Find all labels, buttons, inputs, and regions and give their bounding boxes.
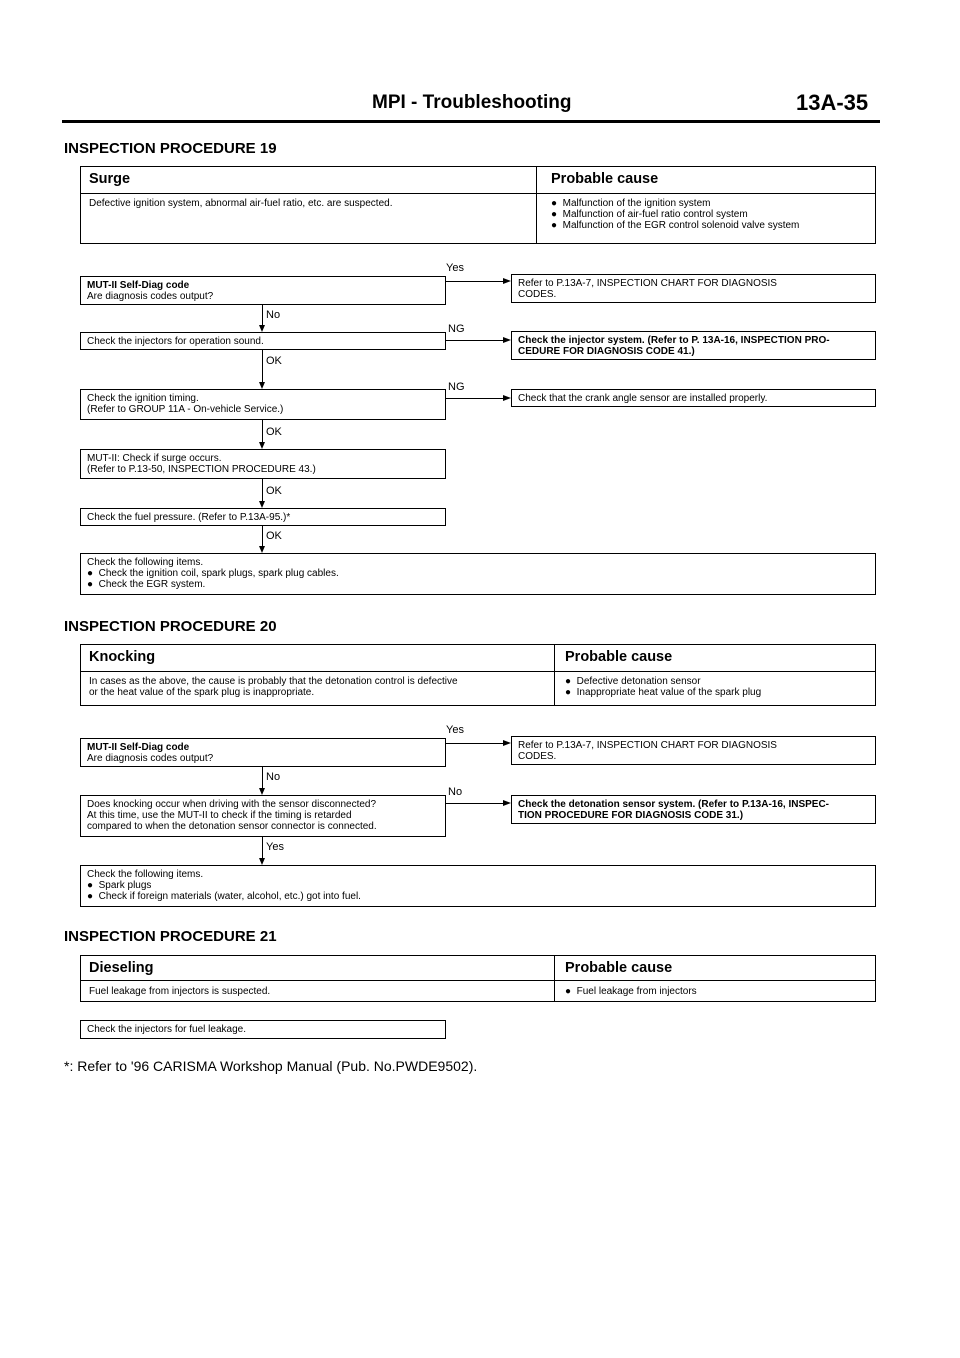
flow-result-crank-sensor: Check that the crank angle sensor are installed properly. (511, 389, 876, 407)
table-header-row (81, 645, 875, 672)
symptom-description: Defective ignition system, abnormal air-fuel ratio, etc. are suspected. (89, 198, 393, 209)
procedure-19-table (80, 166, 876, 244)
symptom-description: Fuel leakage from injectors is suspected. (89, 986, 271, 997)
symptom-title: Dieseling (89, 960, 154, 976)
flow-result-diagnosis-chart: Refer to P.13A-7, INSPECTION CHART FOR DIAGNOSIS CODES. (511, 736, 876, 765)
branch-label-ng: NG (448, 323, 465, 335)
flow-result-detonation-sensor: Check the detonation sensor system. (Refer to P.13A-16, INSPEC- TION PROCEDURE FOR DIAGNOSIS CODE 31.) (511, 795, 876, 824)
arrow-right-icon (503, 337, 511, 343)
probable-cause-title: Probable cause (565, 649, 673, 665)
flow-step-self-diag: MUT-II Self-Diag code Are diagnosis codes output? (80, 276, 446, 305)
connector (446, 743, 504, 744)
connector (446, 398, 504, 399)
header-rule (62, 120, 880, 123)
table-divider (554, 956, 555, 1001)
connector (446, 803, 504, 804)
flow-step-injector-leakage: Check the injectors for fuel leakage. (80, 1020, 446, 1039)
flow-step-mut-surge: MUT-II: Check if surge occurs. (Refer to P.13-50, INSPECTION PROCEDURE 43.) (80, 449, 446, 479)
cause-item: ● Malfunction of the ignition system (551, 198, 711, 209)
cause-item: ● Defective detonation sensor (565, 676, 701, 687)
arrow-right-icon (503, 395, 511, 401)
branch-label-yes: Yes (446, 724, 464, 736)
arrow-down-icon (259, 546, 265, 553)
footnote: *: Refer to '96 CARISMA Workshop Manual (Pub. No.PWDE9502). (64, 1058, 478, 1074)
branch-label-ok: OK (266, 426, 282, 438)
arrow-down-icon (259, 382, 265, 389)
connector (262, 837, 263, 860)
branch-label-ok: OK (266, 530, 282, 542)
arrow-down-icon (259, 325, 265, 332)
arrow-down-icon (259, 788, 265, 795)
connector (262, 350, 263, 385)
branch-label-ng: NG (448, 381, 465, 393)
procedure-20-table (80, 644, 876, 706)
probable-cause-list (565, 986, 885, 997)
procedure-19-heading: INSPECTION PROCEDURE 19 (64, 140, 277, 157)
symptom-title: Knocking (89, 649, 156, 665)
connector (262, 420, 263, 444)
connector (262, 767, 263, 790)
cause-item: ● Malfunction of the EGR control solenoid valve system (551, 220, 800, 231)
arrow-right-icon (503, 800, 511, 806)
connector (262, 479, 263, 503)
branch-label-no: No (266, 771, 281, 783)
cause-item: ● Fuel leakage from injectors (565, 986, 697, 997)
procedure-21-table (80, 955, 876, 1002)
flow-step-ignition-timing: Check the ignition timing. (Refer to GROUP 11A - On-vehicle Service.) (80, 389, 446, 420)
arrow-right-icon (503, 740, 511, 746)
probable-cause-list (565, 676, 885, 698)
connector (262, 305, 263, 327)
connector (446, 340, 504, 341)
cause-item: ● Malfunction of air-fuel ratio control system (551, 209, 748, 220)
arrow-right-icon (503, 278, 511, 284)
arrow-down-icon (259, 501, 265, 508)
branch-label-yes: Yes (266, 841, 284, 853)
flow-step-self-diag: MUT-II Self-Diag code Are diagnosis codes output? (80, 738, 446, 767)
probable-cause-title: Probable cause (565, 960, 673, 976)
page-header-title: MPI - Troubleshooting (372, 92, 572, 113)
connector (262, 526, 263, 548)
table-header-row (81, 167, 875, 194)
symptom-title: Surge (89, 171, 131, 187)
arrow-down-icon (259, 858, 265, 865)
table-divider (554, 645, 555, 705)
flow-step-knocking-check: Does knocking occur when driving with the sensor disconnected? At this time, use the MUT-II to check if the timing is retarded compared to when the detonation sensor connector is connected. (80, 795, 446, 837)
flow-final-check: Check the following items. ● Spark plugs ● Check if foreign materials (water, alcohol, etc.) got into fuel. (80, 865, 876, 907)
flow-result-injector-system: Check the injector system. (Refer to P. 13A-16, INSPECTION PRO- CEDURE FOR DIAGNOSIS CODE 41.) (511, 331, 876, 360)
branch-label-ok: OK (266, 355, 282, 367)
branch-label-no: No (266, 309, 281, 321)
procedure-20-heading: INSPECTION PROCEDURE 20 (64, 618, 277, 635)
probable-cause-title: Probable cause (551, 171, 659, 187)
symptom-description: In cases as the above, the cause is probably that the detonation control is defective or the heat value of the spark plug is inappropriate. (89, 676, 458, 698)
branch-label-no: No (448, 786, 463, 798)
table-header-row (81, 956, 875, 981)
flow-step-injector-sound: Check the injectors for operation sound. (80, 332, 446, 350)
connector (446, 281, 504, 282)
branch-label-yes: Yes (446, 262, 464, 274)
flow-step-fuel-pressure: Check the fuel pressure. (Refer to P.13A-95.)* (80, 508, 446, 526)
flow-final-check: Check the following items. ● Check the ignition coil, spark plugs, spark plug cables. ● Check the EGR system. (80, 553, 876, 595)
arrow-down-icon (259, 442, 265, 449)
probable-cause-list (551, 198, 871, 231)
flow-result-diagnosis-chart: Refer to P.13A-7, INSPECTION CHART FOR DIAGNOSIS CODES. (511, 274, 876, 303)
branch-label-ok: OK (266, 485, 282, 497)
procedure-21-heading: INSPECTION PROCEDURE 21 (64, 928, 277, 945)
cause-item: ● Inappropriate heat value of the spark plug (565, 687, 762, 698)
page-number: 13A-35 (796, 90, 869, 115)
